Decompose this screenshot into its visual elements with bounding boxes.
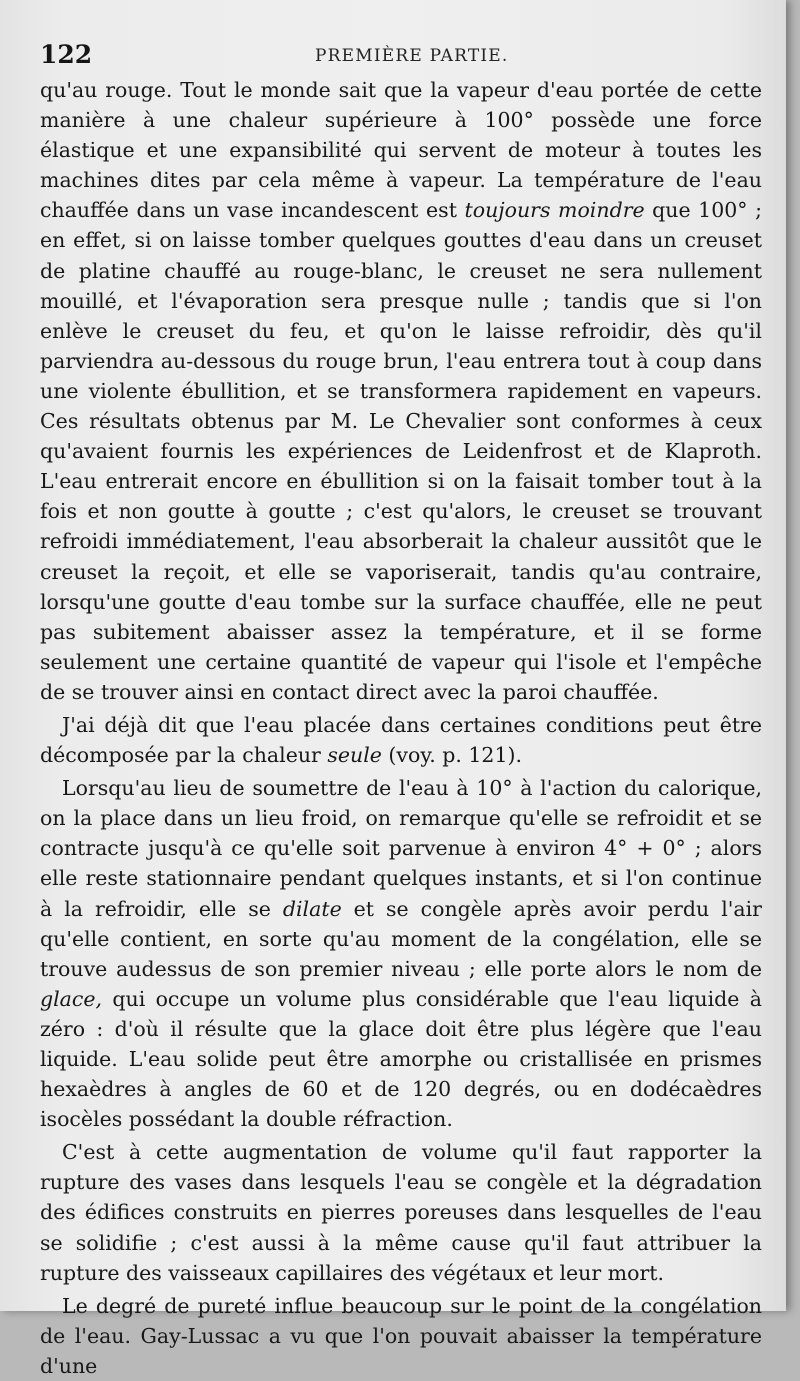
text-run: que 100° ; en effet, si on laisse tomber quelques gouttes d'eau dans un creuset de platine chauffé au rouge-blanc, le creuset ne sera nullement mouillé, et l'évaporation sera presque nulle ; tandis que si l'on enlève le creuset du feu, et qu'on le laisse refroidir, dès qu'il parviendra au-dessous du rouge brun, l'eau entrera tout à coup dans une violente ébullition, et se transformera rapidement en vapeurs. Ces résultats obtenus par M. Le Chevalier sont conformes à ceux qu'avaient fournis les expériences de Leidenfrost et de Klaproth. L'eau entrerait encore en ébullition si on la faisait tomber tout à la fois et non goutte à goutte ; c'est qu'alors, le creuset se trouvant refroidi immédiatement, l'eau absorberait la chaleur aussitôt que le creuset la reçoit, et elle se vaporiserait, tandis qu'au contraire, lorsqu'une goutte d'eau tombe sur la surface chauffée, elle ne peut pas subitement abaisser assez la température, et il se forme seulement une certaine quantité de vapeur qui l'isole et l'empêche de se trouver ainsi en contact direct avec la paroi chauffée. xyxy=(40,198,762,704)
page-header xyxy=(40,40,756,76)
body-text xyxy=(40,75,762,1381)
page-number: 122 xyxy=(40,40,93,69)
text-run: Lorsqu'au lieu de soumettre de l'eau à 10° à l'action du calorique, on la place dans un lieu froid, on remarque qu'elle se refroidit et se contracte jusqu'à ce qu'elle soit parvenue à environ 4° + 0° ; alors elle reste stationnaire pendant quelques instants, et si l'on continue à la refroidir, elle se xyxy=(40,776,762,921)
text-run: qui occupe un volume plus considérable que l'eau liquide à zéro : d'où il résulte que la glace doit être plus légère que l'eau liquide. L'eau solide peut être amorphe ou cristallisée en prismes hexaèdres à angles de 60 et de 120 degrés, ou en dodécaèdres isocèles possédant la double réfraction. xyxy=(40,986,762,1132)
italic-text: toujours moindre xyxy=(464,198,645,223)
italic-text: seule xyxy=(327,743,382,768)
paragraph xyxy=(40,773,762,1134)
italic-text: glace, xyxy=(40,986,103,1011)
paragraph xyxy=(40,710,762,770)
paragraph xyxy=(40,75,762,707)
italic-text: dilate xyxy=(282,896,342,921)
text-run: qu'au rouge. Tout le monde sait que la vapeur d'eau portée de cette manière à une chaleur supérieure à 100° possède une force élastique et une expansibilité qui servent de moteur à toutes les machines dites par cela même à vapeur. La température de l'eau chauffée dans un vase incandescent est xyxy=(40,78,762,223)
paragraph xyxy=(40,1137,762,1287)
text-run: J'ai déjà dit que l'eau placée dans certaines conditions peut être décomposée par la chaleur xyxy=(40,712,762,768)
text-run: et se congèle après avoir perdu l'air qu'elle contient, en sorte qu'au moment de la congélation, elle se trouve audessus de son premier niveau ; elle porte alors le nom de xyxy=(40,896,762,981)
text-run: (voy. p. 121). xyxy=(381,743,523,768)
text-run: Le degré de pureté influe beaucoup sur le point de la congélation de l'eau. Gay-Lussac a vu que l'on pouvait abaisser la température d'une xyxy=(40,1293,762,1378)
text-run: C'est à cette augmentation de volume qu'il faut rapporter la rupture des vases dans lesquels l'eau se congèle et la dégradation des édifices construits en pierres poreuses dans lesquelles de l'eau se solidifie ; c'est aussi à la même cause qu'il faut attribuer la rupture des vaisseaux capillaires des végétaux et leur mort. xyxy=(40,1140,762,1285)
paragraph xyxy=(40,1291,762,1381)
running-head: PREMIÈRE PARTIE. xyxy=(315,46,509,66)
